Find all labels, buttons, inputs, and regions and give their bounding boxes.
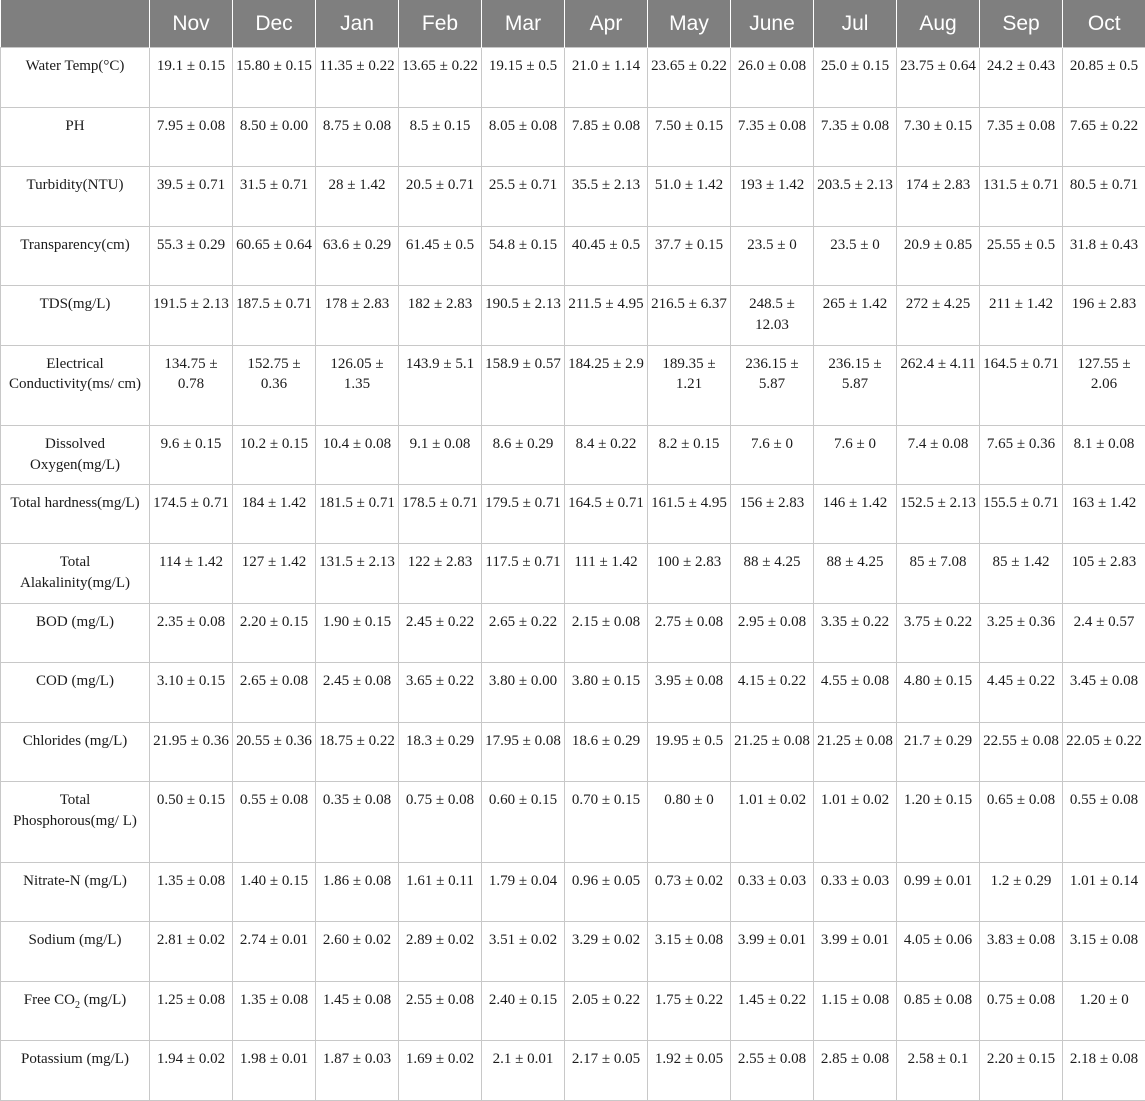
data-cell: 203.5 ± 2.13 xyxy=(814,167,897,227)
data-cell: 179.5 ± 0.71 xyxy=(482,484,565,544)
data-cell: 19.15 ± 0.5 xyxy=(482,48,565,108)
data-cell: 18.75 ± 0.22 xyxy=(316,722,399,782)
data-cell: 1.40 ± 0.15 xyxy=(233,862,316,922)
row-label-subscript: 2 xyxy=(75,1000,80,1011)
data-cell: 1.2 ± 0.29 xyxy=(980,862,1063,922)
data-cell: 2.35 ± 0.08 xyxy=(150,603,233,663)
data-cell: 1.15 ± 0.08 xyxy=(814,981,897,1041)
data-cell: 23.5 ± 0 xyxy=(814,226,897,286)
data-cell: 51.0 ± 1.42 xyxy=(648,167,731,227)
row-label-text: Free CO xyxy=(24,992,75,1008)
data-cell: 0.33 ± 0.03 xyxy=(814,862,897,922)
data-cell: 7.50 ± 0.15 xyxy=(648,107,731,167)
data-cell: 61.45 ± 0.5 xyxy=(399,226,482,286)
data-cell: 88 ± 4.25 xyxy=(731,544,814,604)
data-cell: 1.61 ± 0.11 xyxy=(399,862,482,922)
data-cell: 21.25 ± 0.08 xyxy=(731,722,814,782)
data-cell: 7.35 ± 0.08 xyxy=(731,107,814,167)
data-cell: 0.75 ± 0.08 xyxy=(399,782,482,863)
data-cell: 191.5 ± 2.13 xyxy=(150,286,233,346)
data-cell: 7.85 ± 0.08 xyxy=(565,107,648,167)
data-cell: 7.95 ± 0.08 xyxy=(150,107,233,167)
data-cell: 1.45 ± 0.22 xyxy=(731,981,814,1041)
data-cell: 25.0 ± 0.15 xyxy=(814,48,897,108)
data-cell: 7.6 ± 0 xyxy=(731,426,814,485)
data-cell: 17.95 ± 0.08 xyxy=(482,722,565,782)
row-label: Electrical Conductivity(ms/ cm) xyxy=(1,345,150,426)
data-cell: 0.55 ± 0.08 xyxy=(233,782,316,863)
data-cell: 8.6 ± 0.29 xyxy=(482,426,565,485)
data-cell: 21.0 ± 1.14 xyxy=(565,48,648,108)
data-cell: 2.4 ± 0.57 xyxy=(1063,603,1145,663)
row-label: Sodium (mg/L) xyxy=(1,922,150,982)
data-cell: 126.05 ± 1.35 xyxy=(316,345,399,426)
data-cell: 18.6 ± 0.29 xyxy=(565,722,648,782)
data-cell: 21.7 ± 0.29 xyxy=(897,722,980,782)
data-cell: 0.50 ± 0.15 xyxy=(150,782,233,863)
row-label: Water Temp(°C) xyxy=(1,48,150,108)
table-row xyxy=(1,107,1145,167)
data-cell: 265 ± 1.42 xyxy=(814,286,897,346)
data-cell: 21.25 ± 0.08 xyxy=(814,722,897,782)
table-row xyxy=(1,922,1145,982)
data-cell: 1.35 ± 0.08 xyxy=(233,981,316,1041)
data-cell: 3.75 ± 0.22 xyxy=(897,603,980,663)
data-cell: 40.45 ± 0.5 xyxy=(565,226,648,286)
row-label: Nitrate-N (mg/L) xyxy=(1,862,150,922)
data-cell: 152.5 ± 2.13 xyxy=(897,484,980,544)
data-cell: 0.65 ± 0.08 xyxy=(980,782,1063,863)
table-row xyxy=(1,663,1145,723)
data-cell: 8.4 ± 0.22 xyxy=(565,426,648,485)
data-cell: 10.2 ± 0.15 xyxy=(233,426,316,485)
row-label: Transparency(cm) xyxy=(1,226,150,286)
data-cell: 3.83 ± 0.08 xyxy=(980,922,1063,982)
data-cell: 10.4 ± 0.08 xyxy=(316,426,399,485)
row-label: COD (mg/L) xyxy=(1,663,150,723)
data-cell: 3.99 ± 0.01 xyxy=(814,922,897,982)
data-cell: 216.5 ± 6.37 xyxy=(648,286,731,346)
data-cell: 60.65 ± 0.64 xyxy=(233,226,316,286)
row-label: TDS(mg/L) xyxy=(1,286,150,346)
data-cell: 23.5 ± 0 xyxy=(731,226,814,286)
data-cell: 3.10 ± 0.15 xyxy=(150,663,233,723)
data-cell: 13.65 ± 0.22 xyxy=(399,48,482,108)
header-cell: Feb xyxy=(399,0,482,48)
row-label: Total Phosphorous(mg/ L) xyxy=(1,782,150,863)
data-cell: 20.85 ± 0.5 xyxy=(1063,48,1145,108)
data-cell: 1.90 ± 0.15 xyxy=(316,603,399,663)
data-cell: 117.5 ± 0.71 xyxy=(482,544,565,604)
data-cell: 1.45 ± 0.08 xyxy=(316,981,399,1041)
data-cell: 196 ± 2.83 xyxy=(1063,286,1145,346)
table-row xyxy=(1,226,1145,286)
data-cell: 3.95 ± 0.08 xyxy=(648,663,731,723)
data-cell: 19.1 ± 0.15 xyxy=(150,48,233,108)
data-cell: 2.65 ± 0.22 xyxy=(482,603,565,663)
data-cell: 20.55 ± 0.36 xyxy=(233,722,316,782)
row-label-unit: (mg/L) xyxy=(80,992,126,1008)
data-cell: 134.75 ± 0.78 xyxy=(150,345,233,426)
table-row xyxy=(1,862,1145,922)
data-cell: 88 ± 4.25 xyxy=(814,544,897,604)
data-cell: 3.15 ± 0.08 xyxy=(648,922,731,982)
data-cell: 0.85 ± 0.08 xyxy=(897,981,980,1041)
data-cell: 190.5 ± 2.13 xyxy=(482,286,565,346)
data-cell: 1.92 ± 0.05 xyxy=(648,1041,731,1101)
data-cell: 1.86 ± 0.08 xyxy=(316,862,399,922)
data-cell: 11.35 ± 0.22 xyxy=(316,48,399,108)
data-cell: 2.45 ± 0.22 xyxy=(399,603,482,663)
data-cell: 20.9 ± 0.85 xyxy=(897,226,980,286)
data-cell: 2.95 ± 0.08 xyxy=(731,603,814,663)
table-row xyxy=(1,981,1145,1041)
data-cell: 31.8 ± 0.43 xyxy=(1063,226,1145,286)
data-cell: 156 ± 2.83 xyxy=(731,484,814,544)
data-cell: 178.5 ± 0.71 xyxy=(399,484,482,544)
data-cell: 111 ± 1.42 xyxy=(565,544,648,604)
data-cell: 0.33 ± 0.03 xyxy=(731,862,814,922)
data-cell: 0.35 ± 0.08 xyxy=(316,782,399,863)
header-cell: June xyxy=(731,0,814,48)
data-cell: 105 ± 2.83 xyxy=(1063,544,1145,604)
data-cell: 1.35 ± 0.08 xyxy=(150,862,233,922)
table-body xyxy=(1,48,1145,1101)
data-cell: 164.5 ± 0.71 xyxy=(980,345,1063,426)
header-cell: Jul xyxy=(814,0,897,48)
header-cell: Aug xyxy=(897,0,980,48)
data-cell: 55.3 ± 0.29 xyxy=(150,226,233,286)
row-label: Total hardness(mg/L) xyxy=(1,484,150,544)
row-label: Turbidity(NTU) xyxy=(1,167,150,227)
data-cell: 1.01 ± 0.02 xyxy=(814,782,897,863)
data-cell: 2.55 ± 0.08 xyxy=(399,981,482,1041)
table-row xyxy=(1,544,1145,604)
data-cell: 2.65 ± 0.08 xyxy=(233,663,316,723)
data-cell: 2.15 ± 0.08 xyxy=(565,603,648,663)
data-cell: 4.55 ± 0.08 xyxy=(814,663,897,723)
data-cell: 131.5 ± 2.13 xyxy=(316,544,399,604)
data-cell: 0.55 ± 0.08 xyxy=(1063,782,1145,863)
data-cell: 2.20 ± 0.15 xyxy=(233,603,316,663)
row-label: Chlorides (mg/L) xyxy=(1,722,150,782)
data-cell: 181.5 ± 0.71 xyxy=(316,484,399,544)
data-cell: 20.5 ± 0.71 xyxy=(399,167,482,227)
data-cell: 4.45 ± 0.22 xyxy=(980,663,1063,723)
data-cell: 3.99 ± 0.01 xyxy=(731,922,814,982)
data-cell: 7.65 ± 0.22 xyxy=(1063,107,1145,167)
table-row xyxy=(1,484,1145,544)
data-cell: 35.5 ± 2.13 xyxy=(565,167,648,227)
data-cell: 1.87 ± 0.03 xyxy=(316,1041,399,1101)
data-cell: 8.5 ± 0.15 xyxy=(399,107,482,167)
data-cell: 1.01 ± 0.02 xyxy=(731,782,814,863)
data-cell: 187.5 ± 0.71 xyxy=(233,286,316,346)
data-cell: 22.05 ± 0.22 xyxy=(1063,722,1145,782)
header-cell: Mar xyxy=(482,0,565,48)
data-cell: 21.95 ± 0.36 xyxy=(150,722,233,782)
data-cell: 272 ± 4.25 xyxy=(897,286,980,346)
data-cell: 4.15 ± 0.22 xyxy=(731,663,814,723)
data-cell: 8.50 ± 0.00 xyxy=(233,107,316,167)
data-cell: 24.2 ± 0.43 xyxy=(980,48,1063,108)
data-cell: 143.9 ± 5.1 xyxy=(399,345,482,426)
data-cell: 4.80 ± 0.15 xyxy=(897,663,980,723)
data-cell: 1.98 ± 0.01 xyxy=(233,1041,316,1101)
header-cell: Dec xyxy=(233,0,316,48)
data-cell: 0.70 ± 0.15 xyxy=(565,782,648,863)
data-cell: 7.4 ± 0.08 xyxy=(897,426,980,485)
data-cell: 39.5 ± 0.71 xyxy=(150,167,233,227)
data-cell: 28 ± 1.42 xyxy=(316,167,399,227)
data-cell: 3.15 ± 0.08 xyxy=(1063,922,1145,982)
data-cell: 85 ± 7.08 xyxy=(897,544,980,604)
data-cell: 2.60 ± 0.02 xyxy=(316,922,399,982)
data-cell: 3.25 ± 0.36 xyxy=(980,603,1063,663)
data-cell: 2.85 ± 0.08 xyxy=(814,1041,897,1101)
data-cell: 122 ± 2.83 xyxy=(399,544,482,604)
data-cell: 1.25 ± 0.08 xyxy=(150,981,233,1041)
header-cell: Apr xyxy=(565,0,648,48)
table-row xyxy=(1,48,1145,108)
data-cell: 80.5 ± 0.71 xyxy=(1063,167,1145,227)
data-cell: 178 ± 2.83 xyxy=(316,286,399,346)
data-cell: 15.80 ± 0.15 xyxy=(233,48,316,108)
data-cell: 0.73 ± 0.02 xyxy=(648,862,731,922)
data-cell: 127.55 ± 2.06 xyxy=(1063,345,1145,426)
table-row xyxy=(1,286,1145,346)
table-row xyxy=(1,345,1145,426)
row-label: BOD (mg/L) xyxy=(1,603,150,663)
data-cell: 152.75 ± 0.36 xyxy=(233,345,316,426)
data-cell: 63.6 ± 0.29 xyxy=(316,226,399,286)
row-label: Potassium (mg/L) xyxy=(1,1041,150,1101)
header-cell: Oct xyxy=(1063,0,1145,48)
table-row xyxy=(1,167,1145,227)
data-cell: 1.79 ± 0.04 xyxy=(482,862,565,922)
data-cell: 2.1 ± 0.01 xyxy=(482,1041,565,1101)
data-cell: 0.60 ± 0.15 xyxy=(482,782,565,863)
data-cell: 22.55 ± 0.08 xyxy=(980,722,1063,782)
table-row xyxy=(1,426,1145,485)
data-cell: 2.45 ± 0.08 xyxy=(316,663,399,723)
data-cell: 1.01 ± 0.14 xyxy=(1063,862,1145,922)
data-cell: 193 ± 1.42 xyxy=(731,167,814,227)
data-cell: 9.6 ± 0.15 xyxy=(150,426,233,485)
data-cell: 3.35 ± 0.22 xyxy=(814,603,897,663)
data-cell: 2.18 ± 0.08 xyxy=(1063,1041,1145,1101)
data-cell: 189.35 ± 1.21 xyxy=(648,345,731,426)
data-cell: 2.89 ± 0.02 xyxy=(399,922,482,982)
data-cell: 19.95 ± 0.5 xyxy=(648,722,731,782)
header-cell xyxy=(1,0,150,48)
data-cell: 7.6 ± 0 xyxy=(814,426,897,485)
data-cell: 37.7 ± 0.15 xyxy=(648,226,731,286)
data-cell: 161.5 ± 4.95 xyxy=(648,484,731,544)
data-cell: 2.17 ± 0.05 xyxy=(565,1041,648,1101)
data-cell: 3.45 ± 0.08 xyxy=(1063,663,1145,723)
data-cell: 0.99 ± 0.01 xyxy=(897,862,980,922)
table-row xyxy=(1,603,1145,663)
data-cell: 23.75 ± 0.64 xyxy=(897,48,980,108)
data-cell: 0.80 ± 0 xyxy=(648,782,731,863)
data-cell: 1.75 ± 0.22 xyxy=(648,981,731,1041)
data-cell: 100 ± 2.83 xyxy=(648,544,731,604)
data-cell: 31.5 ± 0.71 xyxy=(233,167,316,227)
data-cell: 2.40 ± 0.15 xyxy=(482,981,565,1041)
data-cell: 25.5 ± 0.71 xyxy=(482,167,565,227)
data-cell: 1.20 ± 0.15 xyxy=(897,782,980,863)
data-cell: 248.5 ± 12.03 xyxy=(731,286,814,346)
data-cell: 146 ± 1.42 xyxy=(814,484,897,544)
data-cell: 127 ± 1.42 xyxy=(233,544,316,604)
data-cell: 2.58 ± 0.1 xyxy=(897,1041,980,1101)
data-cell: 7.30 ± 0.15 xyxy=(897,107,980,167)
data-cell: 2.74 ± 0.01 xyxy=(233,922,316,982)
data-cell: 0.75 ± 0.08 xyxy=(980,981,1063,1041)
data-cell: 23.65 ± 0.22 xyxy=(648,48,731,108)
data-cell: 131.5 ± 0.71 xyxy=(980,167,1063,227)
data-cell: 114 ± 1.42 xyxy=(150,544,233,604)
row-label xyxy=(1,981,150,1041)
data-cell: 2.81 ± 0.02 xyxy=(150,922,233,982)
data-cell: 9.1 ± 0.08 xyxy=(399,426,482,485)
table-row xyxy=(1,782,1145,863)
data-cell: 8.1 ± 0.08 xyxy=(1063,426,1145,485)
data-cell: 7.65 ± 0.36 xyxy=(980,426,1063,485)
header-row xyxy=(1,0,1145,48)
data-cell: 7.35 ± 0.08 xyxy=(814,107,897,167)
data-cell: 174.5 ± 0.71 xyxy=(150,484,233,544)
data-cell: 1.94 ± 0.02 xyxy=(150,1041,233,1101)
data-cell: 85 ± 1.42 xyxy=(980,544,1063,604)
data-cell: 158.9 ± 0.57 xyxy=(482,345,565,426)
data-cell: 3.80 ± 0.00 xyxy=(482,663,565,723)
row-label: PH xyxy=(1,107,150,167)
data-cell: 2.55 ± 0.08 xyxy=(731,1041,814,1101)
header-cell: Sep xyxy=(980,0,1063,48)
data-cell: 184 ± 1.42 xyxy=(233,484,316,544)
data-cell: 8.05 ± 0.08 xyxy=(482,107,565,167)
data-cell: 0.96 ± 0.05 xyxy=(565,862,648,922)
data-cell: 25.55 ± 0.5 xyxy=(980,226,1063,286)
data-cell: 3.51 ± 0.02 xyxy=(482,922,565,982)
data-cell: 236.15 ± 5.87 xyxy=(814,345,897,426)
data-cell: 236.15 ± 5.87 xyxy=(731,345,814,426)
data-cell: 1.20 ± 0 xyxy=(1063,981,1145,1041)
data-cell: 8.2 ± 0.15 xyxy=(648,426,731,485)
data-cell: 174 ± 2.83 xyxy=(897,167,980,227)
data-cell: 18.3 ± 0.29 xyxy=(399,722,482,782)
data-cell: 2.05 ± 0.22 xyxy=(565,981,648,1041)
table-row xyxy=(1,722,1145,782)
data-cell: 184.25 ± 2.9 xyxy=(565,345,648,426)
row-label: Total Alakalinity(mg/L) xyxy=(1,544,150,604)
data-cell: 3.29 ± 0.02 xyxy=(565,922,648,982)
data-cell: 211 ± 1.42 xyxy=(980,286,1063,346)
data-cell: 2.75 ± 0.08 xyxy=(648,603,731,663)
data-cell: 164.5 ± 0.71 xyxy=(565,484,648,544)
data-cell: 163 ± 1.42 xyxy=(1063,484,1145,544)
data-cell: 3.65 ± 0.22 xyxy=(399,663,482,723)
header-cell: May xyxy=(648,0,731,48)
data-cell: 3.80 ± 0.15 xyxy=(565,663,648,723)
data-cell: 4.05 ± 0.06 xyxy=(897,922,980,982)
row-label: Dissolved Oxygen(mg/L) xyxy=(1,426,150,485)
data-cell: 2.20 ± 0.15 xyxy=(980,1041,1063,1101)
data-cell: 7.35 ± 0.08 xyxy=(980,107,1063,167)
data-cell: 8.75 ± 0.08 xyxy=(316,107,399,167)
data-cell: 155.5 ± 0.71 xyxy=(980,484,1063,544)
data-cell: 211.5 ± 4.95 xyxy=(565,286,648,346)
data-cell: 182 ± 2.83 xyxy=(399,286,482,346)
table-row xyxy=(1,1041,1145,1101)
header-cell: Nov xyxy=(150,0,233,48)
data-cell: 26.0 ± 0.08 xyxy=(731,48,814,108)
data-cell: 1.69 ± 0.02 xyxy=(399,1041,482,1101)
data-cell: 54.8 ± 0.15 xyxy=(482,226,565,286)
header-cell: Jan xyxy=(316,0,399,48)
data-cell: 262.4 ± 4.11 xyxy=(897,345,980,426)
